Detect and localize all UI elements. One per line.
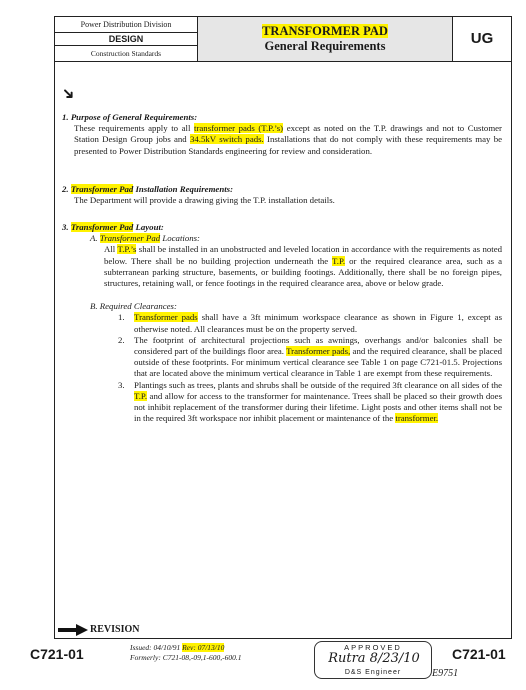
section-1-title: Purpose of General Requirements: <box>70 112 198 122</box>
revision-date: Rev: 07/13/10 <box>182 643 225 652</box>
approval-stamp: APPROVED Rutra 8/23/10 D&S Engineer <box>314 641 432 679</box>
section-2-number: 2. <box>62 184 69 194</box>
design-label: DESIGN <box>55 32 197 46</box>
division-name: Power Distribution Division <box>80 20 172 29</box>
signature: Rutra 8/23/10 <box>328 651 420 666</box>
change-arrow-icon: ➜ <box>57 82 81 105</box>
revision-label: REVISION <box>90 624 140 635</box>
section-3-number: 3. <box>62 222 69 232</box>
highlight-transformer-pads: transformer pads (T.P.’s) <box>194 123 284 134</box>
section-3-title: Layout: <box>133 222 164 232</box>
document-code-right: C721-01 <box>452 646 506 662</box>
section-3 <box>62 222 502 424</box>
subsection-b-heading: B. Required Clearances: <box>90 301 177 312</box>
section-1-number: 1. <box>62 112 69 122</box>
header <box>54 16 512 62</box>
section-2 <box>62 184 502 206</box>
subsection-a-heading: A. Transformer Pad Locations: <box>90 233 200 244</box>
header-title-box <box>197 17 453 61</box>
category-code: UG <box>470 30 494 47</box>
section-1 <box>62 112 502 157</box>
header-left <box>55 17 197 61</box>
revision-arrow-icon <box>58 624 88 636</box>
section-1-body: These requirements apply to all transformer pads (T.P.’s) except as noted on the T.P. drawings and not to Customer Station Design Group jobs and 34.5kV switch pads. Installations that do not comply with these requirements may be presented to Power Distribution Standards engineering for review and consideration. <box>74 123 503 156</box>
list-item: 3. Plantings such as trees, plants and shrubs shall be outside of the required 3ft clearance on all sides of the T.P. and allow for access to the transformer for maintenance. Trees shall be placed so their growth does not inhibit replacement of the transformer during their lifetime. Light posts and other items shall not be in the required 3ft workspace nor inhibit placement or maintenance of the transformer. <box>118 379 502 424</box>
section-2-title-highlight: Transformer Pad <box>70 184 134 194</box>
title-line-1: TRANSFORMER PAD <box>262 24 388 38</box>
title-line-2: General Requirements <box>264 39 386 53</box>
footer-divider <box>54 638 512 639</box>
construction-standards-label: Construction Standards <box>90 49 162 58</box>
section-3-title-highlight: Transformer Pad <box>70 222 134 232</box>
highlight-switch-pads: 34.5kV switch pads. <box>189 134 264 145</box>
issued-date: Issued: 04/10/91 Rev: 07/13/10 <box>130 643 225 652</box>
subsection-a-body: All T.P.’s shall be installed in an unobstructed and leveled location in accordance with the requirements as noted below. There shall be no building projection underneath the T.P. or the required clearance area, such as a subterranean parking structure, basements, or building footings. Additionally, there shall be no foreign pipes, structures, retaining wall, or fence footings in the required clearance area, above or below grade. <box>104 244 503 289</box>
list-item: 2. The footprint of architectural projections such as awnings, overhangs and/or balconies shall be considered part of the buildings floor area. Transformer pads, and the required clearance, shall be placed outside of these footprints. For minimum vertical clearance see Table 1 on page C721-01.5. Projections that are located above the minimum vertical clearance in Table 1 are exempt from these requirements. <box>118 334 503 379</box>
formerly-codes: Formerly: C721-08,-09,1-600,-600.1 <box>130 653 242 662</box>
section-2-title: Installation Requirements: <box>133 184 234 194</box>
list-item: 1. Transformer pads shall have a 3ft minimum workspace clearance as shown in Figure 1, except as otherwise noted. All clearances must be on the property served. <box>118 312 502 334</box>
section-2-body: The Department will provide a drawing giving the T.P. installation details. <box>74 195 335 206</box>
document-code-left: C721-01 <box>30 646 84 662</box>
engineer-id: E9751 <box>432 668 459 679</box>
